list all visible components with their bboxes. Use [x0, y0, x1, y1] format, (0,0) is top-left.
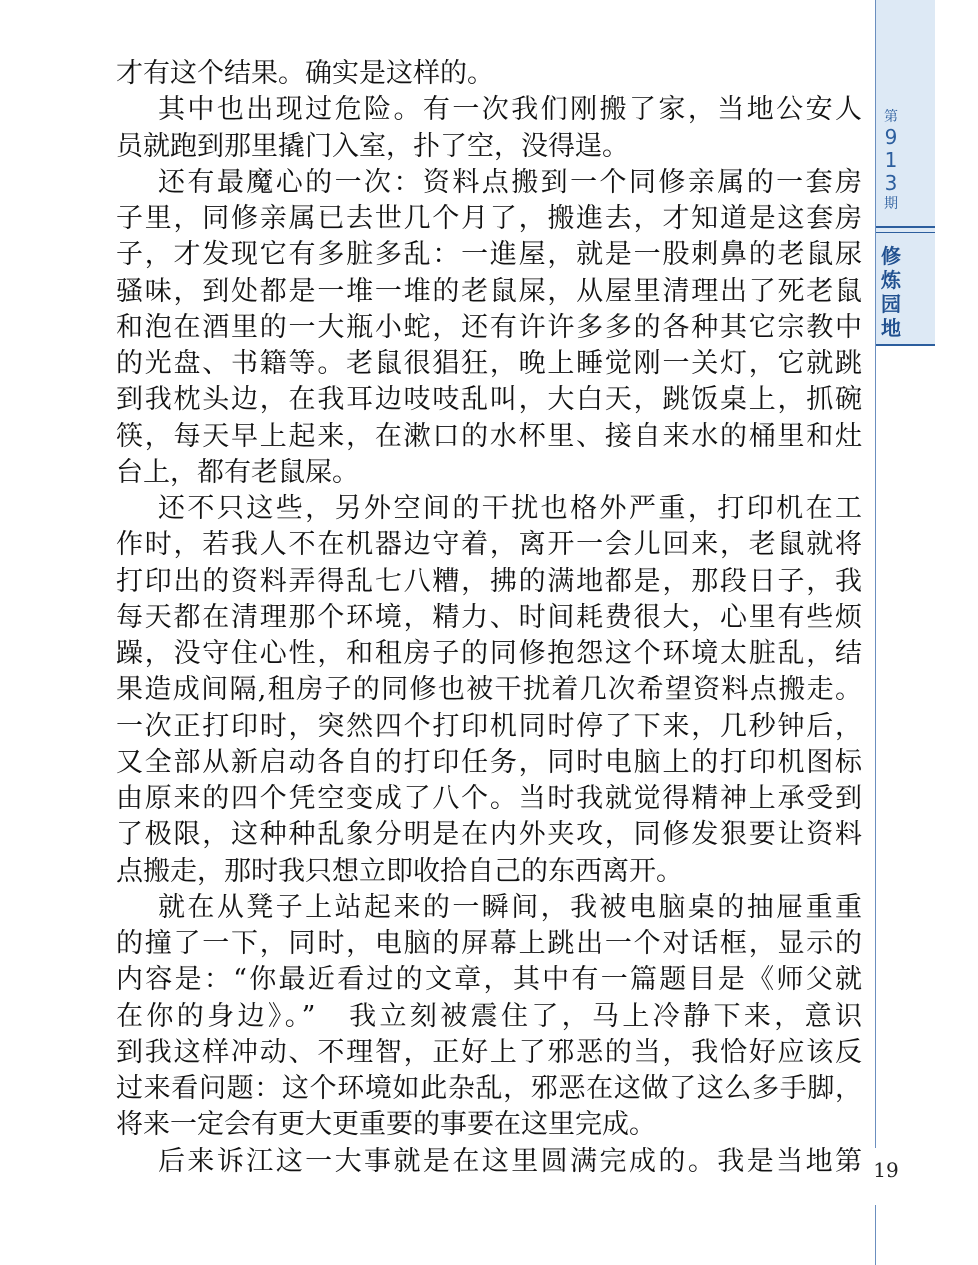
- text-line: 的撞了一下，同时，电脑的屏幕上跳出一个对话框，显示的: [116, 928, 862, 959]
- text-line: 点搬走，那时我只想立即收拾自己的东西离开。: [116, 855, 683, 887]
- text-line: 才有这个结果。确实是这样的。: [116, 58, 494, 89]
- text-line: 一次正打印时，突然四个打印机同时停了下来，几秒钟后，: [116, 710, 862, 742]
- section-char: 地: [881, 316, 901, 340]
- text-line: 在你的身边》。” 我立刻被震住了，马上冷静下来，意识: [116, 1000, 862, 1032]
- text-line: 筷，每天早上起来，在漱口的水杯里、接自来水的桶里和灶: [116, 420, 862, 452]
- text-line: 又全部从新启动各自的打印任务，同时电脑上的打印机图标: [116, 746, 862, 778]
- text-line: 员就跑到那里撬门入室，扑了空，没得逞。: [116, 130, 629, 162]
- text-line: 子，才发现它有多脏多乱：一進屋，就是一股刺鼻的老鼠尿: [116, 239, 862, 271]
- body-text: [116, 56, 862, 1180]
- issue-digit: 9: [884, 125, 898, 149]
- text-line: 骚味，到处都是一堆一堆的老鼠屎，从屋里清理出了死老鼠: [116, 275, 862, 307]
- text-line: 还不只这些，另外空间的干扰也格外严重，打印机在工: [158, 493, 862, 524]
- text-line: 和泡在酒里的一大瓶小蛇，还有许许多多的各种其它宗教中: [116, 311, 862, 343]
- text-line: 作时，若我人不在机器边守着，离开一会儿回来，老鼠就将: [116, 529, 862, 561]
- text-line: 果造成间隔,租房子的同修也被干扰着几次希望资料点搬走。: [116, 674, 862, 706]
- issue-prefix: 第: [884, 109, 898, 125]
- text-line: 将来一定会有更大更重要的事要在这里完成。: [116, 1109, 656, 1141]
- text-line: 躁，没守住心性，和租房子的同修抱怨这个环境太脏乱，结: [116, 638, 862, 669]
- text-line: 过来看问题：这个环境如此杂乱，邪恶在这做了这么多手脚，: [116, 1073, 862, 1104]
- issue-digit: 3: [884, 171, 898, 195]
- text-line: 了极限，这种种乱象分明是在内外夹攻，同修发狠要让资料: [116, 819, 862, 851]
- section-char: 修: [881, 244, 901, 268]
- section-char: 炼: [881, 268, 901, 292]
- text-line: 后来诉江这一大事就是在这里圆满完成的。我是当地第: [158, 1145, 862, 1177]
- page-number: 19: [873, 1158, 899, 1182]
- text-line: 到我这样冲动、不理智，正好上了邪恶的当，我恰好应该反: [116, 1036, 862, 1068]
- section-title: [876, 244, 906, 340]
- sidebar-rule-lower: [876, 344, 935, 346]
- sidebar-rule-upper-thin: [876, 232, 935, 233]
- text-line: 还有最魔心的一次：资料点搬到一个同修亲属的一套房: [158, 166, 862, 198]
- text-line: 内容是：“你最近看过的文章，其中有一篇题目是《师父就: [116, 964, 862, 996]
- issue-digit: 1: [884, 148, 898, 172]
- text-line: 到我枕头边，在我耳边吱吱乱叫，大白天，跳饭桌上，抓碗: [116, 384, 862, 416]
- text-line: 其中也出现过危险。有一次我们刚搬了家，当地公安人: [158, 94, 862, 126]
- sidebar-divider-line-bottom: [875, 1205, 876, 1265]
- text-line: 子里，同修亲属已去世几个月了，搬進去，才知道是这套房: [116, 203, 862, 234]
- text-line: 的光盘、书籍等。老鼠很猖狂，晚上睡觉刚一关灯，它就跳: [116, 348, 862, 379]
- issue-label: [876, 108, 906, 213]
- section-char: 园: [881, 292, 901, 316]
- text-line: 由原来的四个凭空变成了八个。当时我就觉得精神上承受到: [116, 783, 862, 814]
- text-line: 每天都在清理那个环境，精力、时间耗费很大，心里有些烦: [116, 601, 862, 633]
- issue-suffix: 期: [884, 196, 898, 212]
- sidebar-rule-upper: [876, 226, 935, 228]
- text-line: 就在从凳子上站起来的一瞬间，我被电脑桌的抽屉重重: [158, 891, 862, 923]
- text-line: 台上，都有老鼠屎。: [116, 456, 359, 488]
- text-line: 打印出的资料弄得乱七八糟，拂的满地都是，那段日子，我: [116, 565, 862, 597]
